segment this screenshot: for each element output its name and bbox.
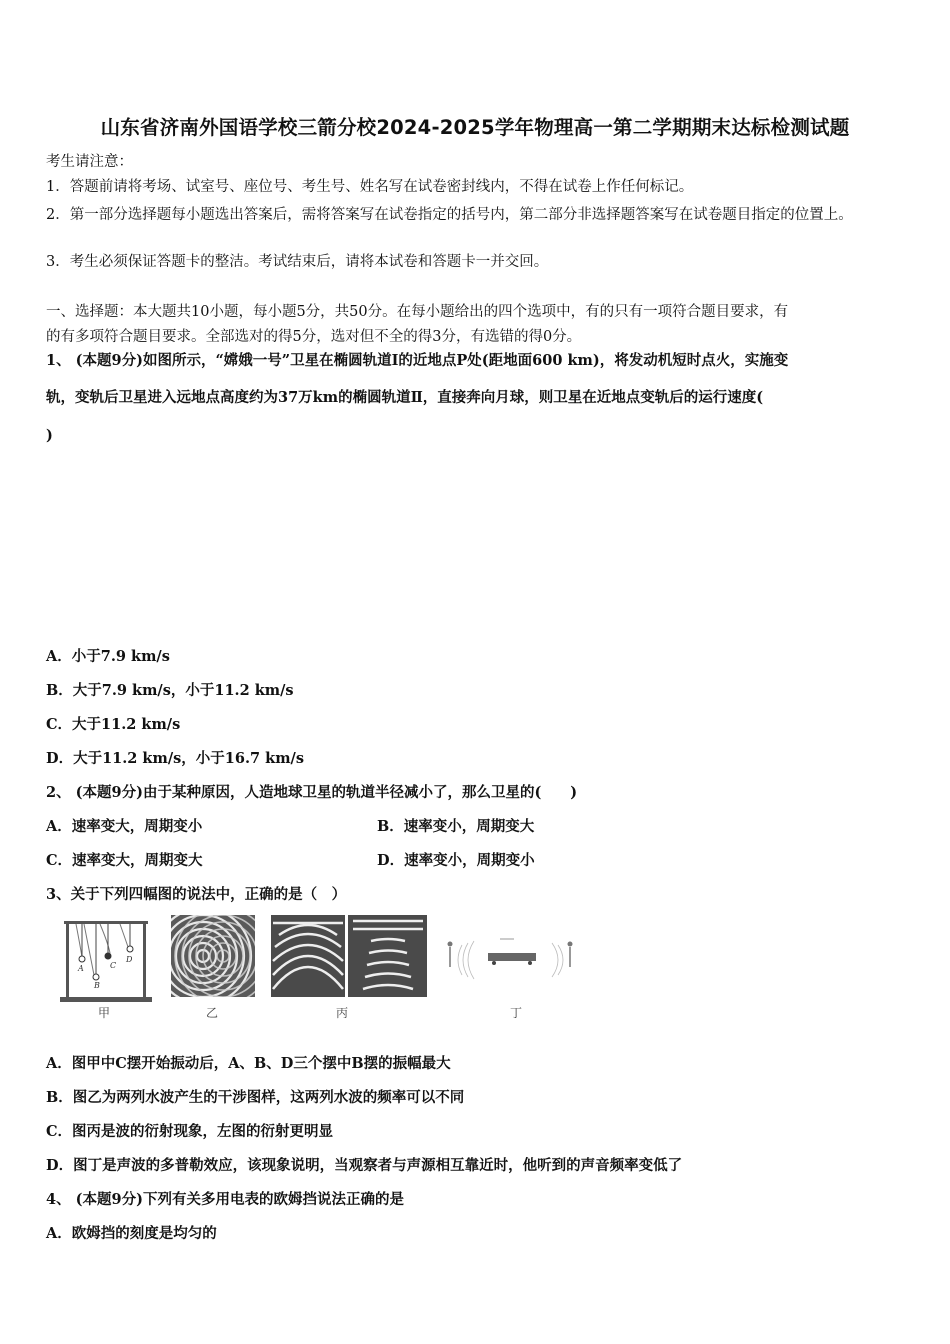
pendulum-label-c: C (110, 961, 117, 970)
question-2-option-d: D．速率变小，周期变小 (377, 852, 535, 869)
question-4-option-a: A．欧姆挡的刻度是均匀的 (46, 1225, 217, 1242)
question-3-option-b: B．图乙为两列水波产生的干涉图样，这两列水波的频率可以不同 (46, 1089, 465, 1106)
notice-item-2: 2．第一部分选择题每小题选出答案后，需将答案写在试卷指定的括号内，第二部分非选择题答案写在试卷题目指定的位置上。 (46, 207, 853, 223)
pendulum-label-d: D (126, 955, 133, 964)
question-1-option-b: B．大于7.9 km/s，小于11.2 km/s (46, 682, 294, 699)
figure-label-jia: 甲 (98, 1006, 111, 1020)
question-2-option-a: A．速率变大，周期变小 (46, 818, 203, 835)
notice-item-3: 3．考生必须保证答题卡的整洁。考试结束后，请将本试卷和答题卡一并交回。 (46, 254, 549, 270)
question-1-option-d: D．大于11.2 km/s，小于16.7 km/s (46, 750, 304, 767)
diffraction-figure (271, 915, 427, 997)
question-3-option-a: A．图甲中C摆开始振动后，A、B、D三个摆中B摆的振幅最大 (46, 1055, 451, 1072)
question-4-stem: 4、 (本题9分)下列有关多用电表的欧姆挡说法正确的是 (46, 1191, 404, 1208)
pendulum-figure (60, 915, 152, 1003)
question-2-option-c: C．速率变大，周期变大 (46, 852, 203, 869)
pendulum-label-b: B (94, 981, 100, 990)
interference-figure (171, 915, 255, 997)
question-1-option-c: C．大于11.2 km/s (46, 716, 181, 733)
section-intro-line-1: 一、选择题：本大题共10小题，每小题5分，共50分。在每小题给出的四个选项中，有的只有一项符合题目要求，有 (46, 304, 789, 320)
figure-label-bing: 丙 (336, 1006, 349, 1020)
question-3-figures (60, 915, 600, 1025)
question-1-stem-line-3: ) (46, 427, 53, 444)
question-1-option-a: A．小于7.9 km/s (46, 648, 170, 665)
question-3-option-c: C．图丙是波的衍射现象，左图的衍射更明显 (46, 1123, 334, 1140)
pendulum-label-a: A (78, 964, 84, 973)
notice-heading: 考生请注意： (46, 154, 133, 170)
question-1-stem-line-2: 轨，变轨后卫星进入远地点高度约为37万km的椭圆轨道Ⅱ，直接奔向月球，则卫星在近地点变轨后的运行速度( (46, 389, 764, 406)
doppler-figure (440, 915, 590, 997)
question-1-stem-line-1: 1、 (本题9分)如图所示，“嫦娥一号”卫星在椭圆轨道Ⅰ的近地点P处(距地面600 km)，将发动机短时点火，实施变 (46, 352, 789, 369)
question-2-stem: 2、 (本题9分)由于某种原因，人造地球卫星的轨道半径减小了，那么卫星的( ) (46, 784, 578, 801)
notice-item-1: 1．答题前请将考场、试室号、座位号、考生号、姓名写在试卷密封线内，不得在试卷上作任何标记。 (46, 179, 694, 195)
section-intro-line-2: 的有多项符合题目要求。全部选对的得5分，选对但不全的得3分，有选错的得0分。 (46, 329, 582, 345)
page-title: 山东省济南外国语学校三箭分校2024-2025学年物理高一第二学期期末达标检测试题 (100, 116, 850, 139)
figure-label-ding: 丁 (510, 1006, 523, 1020)
question-3-option-d: D．图丁是声波的多普勒效应，该现象说明，当观察者与声源相互靠近时，他听到的声音频率变低了 (46, 1157, 683, 1174)
question-3-stem: 3、关于下列四幅图的说法中，正确的是（ ） (46, 886, 347, 903)
question-2-option-b: B．速率变小，周期变大 (377, 818, 535, 835)
figure-label-yi: 乙 (206, 1006, 219, 1020)
